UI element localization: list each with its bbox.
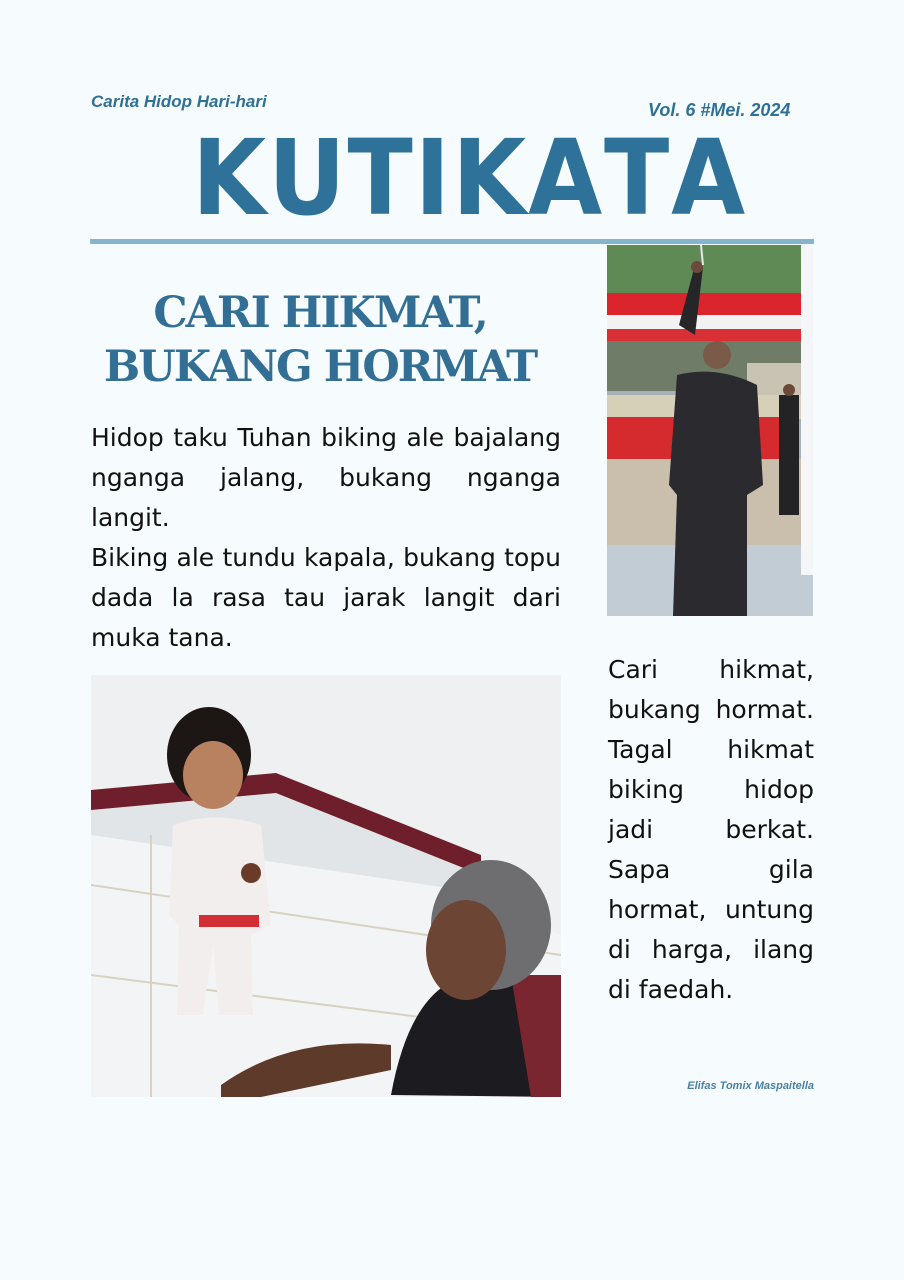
article-body-right: Cari hikmat, bukang hormat. Tagal hikmat biking hidop jadi berkat. Sapa gila hormat, untung di harga, ilang di faedah. bbox=[608, 655, 814, 1004]
photo-woman-flag-raising bbox=[607, 245, 813, 616]
masthead-letter: T bbox=[347, 117, 415, 239]
article-body-left bbox=[91, 418, 561, 658]
masthead-letter: K bbox=[192, 117, 268, 239]
masthead-letter: K bbox=[452, 117, 529, 239]
paragraph: Biking ale tundu kapala, bukang topu dada la rasa tau jarak langit dari muka tana. bbox=[91, 543, 561, 652]
header-divider bbox=[90, 239, 814, 244]
masthead-letter: I bbox=[414, 117, 453, 239]
masthead-letter: U bbox=[267, 117, 348, 239]
tagline: Carita Hidop Hari-hari bbox=[91, 92, 267, 111]
masthead-title bbox=[192, 117, 747, 239]
photo-child-and-grandfather bbox=[91, 675, 561, 1097]
masthead-letter: A bbox=[671, 117, 747, 239]
headline-line-2: BUKANG HORMAT bbox=[103, 342, 537, 392]
headline-line-1: CARI HIKMAT, bbox=[153, 288, 487, 338]
photo-illustration bbox=[91, 675, 561, 1097]
masthead-letter: A bbox=[528, 117, 604, 239]
volume-issue: Vol. 6 #Mei. 2024 bbox=[648, 100, 791, 120]
article-headline bbox=[92, 286, 548, 394]
paragraph: Hidop taku Tuhan biking ale bajalang nganga jalang, bukang nganga langit. bbox=[91, 423, 561, 532]
masthead-letter: T bbox=[603, 117, 672, 239]
photo-illustration bbox=[607, 245, 813, 616]
author-byline: Elifas Tomix Maspaitella bbox=[687, 1080, 814, 1092]
